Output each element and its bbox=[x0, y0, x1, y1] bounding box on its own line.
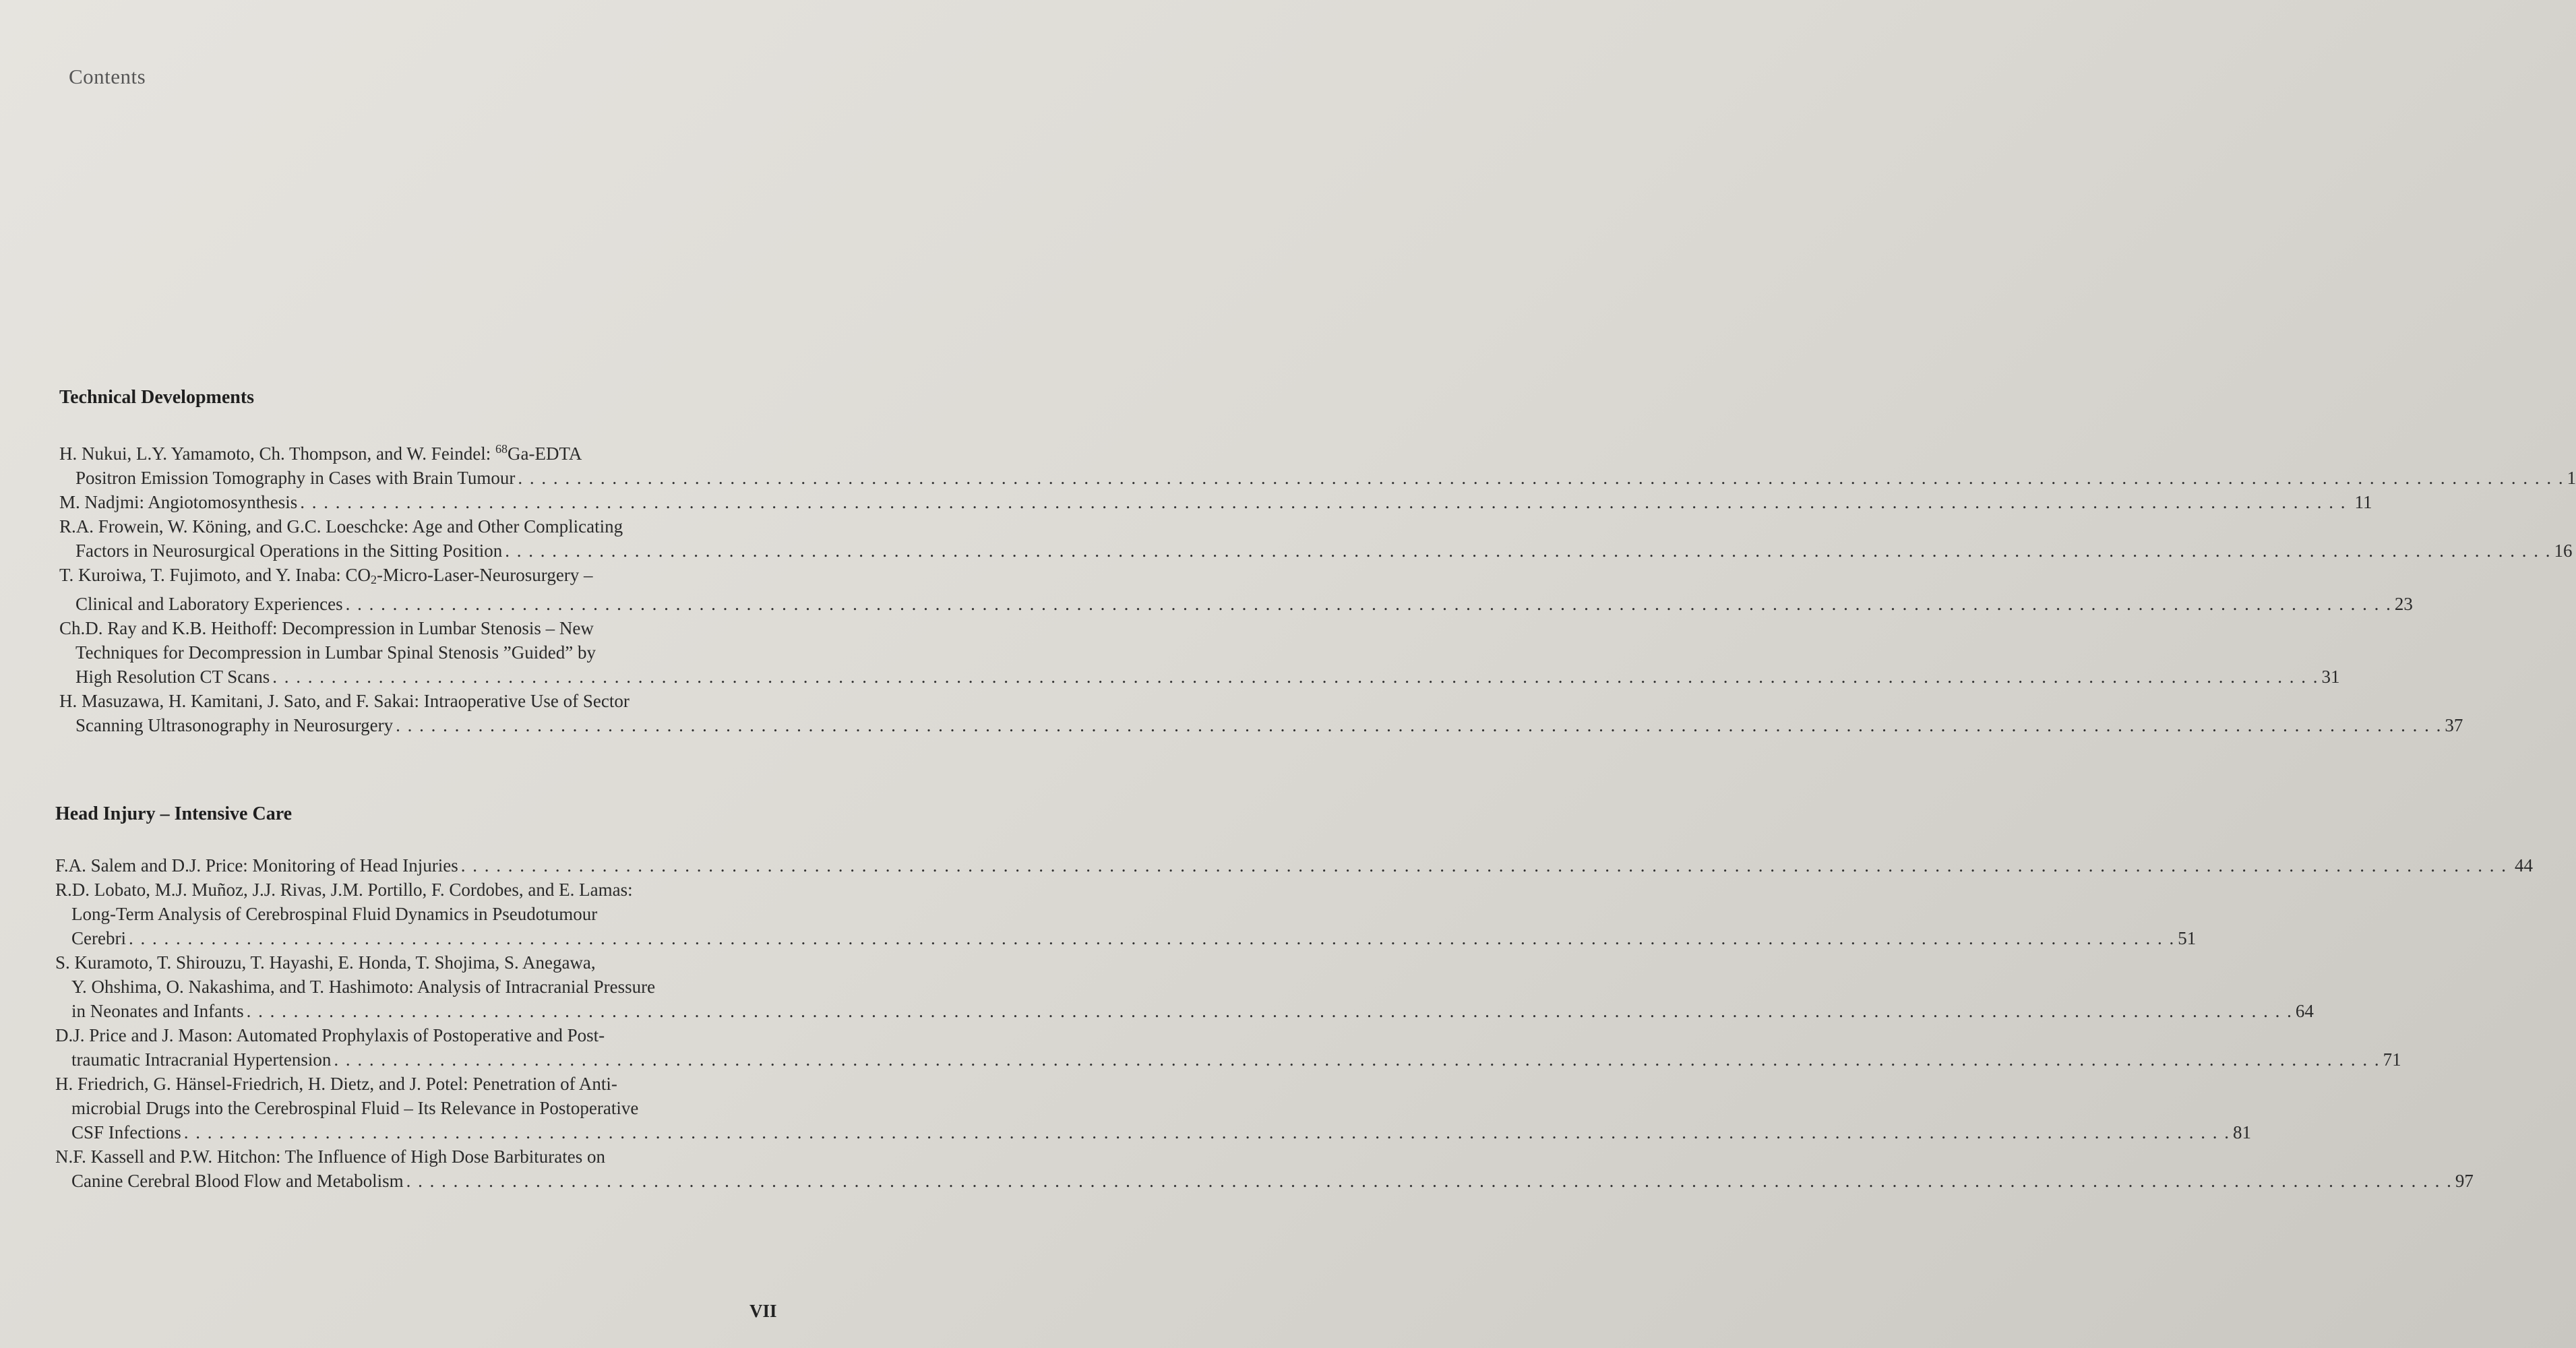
page-number: 71 bbox=[2383, 1049, 2401, 1070]
leader-dots bbox=[406, 1171, 2453, 1191]
leader-dots bbox=[518, 468, 2564, 488]
entry-last-line: F.A. Salem and D.J. Price: Monitoring of Head Injuries . . . 44 bbox=[55, 853, 817, 878]
entry-first-line: N.F. Kassell and P.W. Hitchon: The Influence of High Dose Barbiturates on bbox=[55, 1146, 605, 1167]
leader-dots bbox=[272, 667, 2319, 687]
toc-entry[interactable] bbox=[55, 878, 2197, 950]
entry-continuation-line: Techniques for Decompression in Lumbar Spinal Stenosis ”Guided” by bbox=[75, 642, 596, 663]
entry-last-line: CSF Infections . . . 81 bbox=[55, 1120, 817, 1144]
entry-first-line: R.A. Frowein, W. Köning, and G.C. Loeschcke: Age and Other Complicating bbox=[59, 516, 623, 537]
toc-entry[interactable] bbox=[59, 490, 2372, 514]
leader-dots bbox=[334, 1049, 2380, 1070]
toc-entry[interactable] bbox=[59, 514, 2573, 563]
entry-last-line: Canine Cerebral Blood Flow and Metabolism . . . 97 bbox=[55, 1169, 817, 1193]
leader-dots bbox=[184, 1122, 2230, 1142]
page-title: Contents bbox=[69, 65, 146, 88]
toc-entry[interactable] bbox=[55, 950, 2314, 1023]
page-number: 11 bbox=[2354, 492, 2372, 512]
entry-first-line: T. Kuroiwa, T. Fujimoto, and Y. Inaba: $CO_2-Micro-Laser$-Neurosurgery – bbox=[59, 565, 593, 586]
entry-first-line: H. Friedrich, G. Hänsel-Friedrich, H. Dietz, and J. Potel: Penetration of Anti- bbox=[55, 1074, 617, 1094]
section-heading: Head Injury – Intensive Care bbox=[55, 803, 293, 824]
entry-last-line: M. Nadjmi: Angiotomosynthesis . . . 11 bbox=[59, 490, 821, 514]
entry-first-line: H. Nukui, L.Y. Yamamoto, Ch. Thompson, and W. Feindel: $^{68}$Ga-EDTA bbox=[59, 442, 582, 464]
toc-entry[interactable] bbox=[55, 1072, 2252, 1144]
entry-last-line: in Neonates and Infants . . . 64 bbox=[55, 999, 817, 1023]
page-number: 81 bbox=[2233, 1122, 2252, 1142]
toc-entry[interactable] bbox=[55, 853, 2533, 878]
page-number: 97 bbox=[2455, 1171, 2474, 1191]
entry-continuation-line: microbial Drugs into the Cerebrospinal Fluid – Its Relevance in Postoperative bbox=[71, 1098, 639, 1118]
entry-continuation-line: Long-Term Analysis of Cerebrospinal Fluid Dynamics in Pseudotumour bbox=[71, 904, 598, 924]
leader-dots bbox=[247, 1001, 2293, 1021]
folio-page-number: VII bbox=[749, 1301, 777, 1321]
entry-first-line: R.D. Lobato, M.J. Muñoz, J.J. Rivas, J.M. Portillo, F. Cordobes, and E. Lamas: bbox=[55, 880, 633, 900]
entry-continuation-line: Y. Ohshima, O. Nakashima, and T. Hashimoto: Analysis of Intracranial Pressure bbox=[71, 977, 656, 997]
page-number: 44 bbox=[2515, 855, 2533, 876]
page-number: 51 bbox=[2178, 928, 2197, 948]
section-heading: Technical Developments bbox=[59, 387, 255, 408]
entry-last-line: Clinical and Laboratory Experiences . . . 23 bbox=[59, 592, 821, 616]
leader-dots bbox=[129, 928, 2175, 948]
entry-last-line: Cerebri . . . 51 bbox=[55, 926, 817, 950]
page-number: 31 bbox=[2321, 667, 2340, 687]
entry-first-line: Ch.D. Ray and K.B. Heithoff: Decompression in Lumbar Stenosis – New bbox=[59, 618, 594, 638]
toc-entry[interactable] bbox=[59, 616, 2340, 689]
toc-entry[interactable] bbox=[55, 1023, 2401, 1072]
leader-dots bbox=[396, 715, 2442, 735]
page-number: 64 bbox=[2295, 1001, 2314, 1021]
leader-dots bbox=[505, 541, 2551, 561]
entry-first-line: D.J. Price and J. Mason: Automated Prophylaxis of Postoperative and Post- bbox=[55, 1025, 605, 1045]
toc-entry[interactable] bbox=[59, 689, 2463, 737]
entry-last-line: traumatic Intracranial Hypertension . . . 71 bbox=[55, 1047, 817, 1072]
page-number: 37 bbox=[2445, 715, 2463, 735]
page-number: 1 bbox=[2567, 468, 2576, 488]
entry-last-line: Scanning Ultrasonography in Neurosurgery . . . 37 bbox=[59, 713, 821, 737]
entry-last-line: Factors in Neurosurgical Operations in the Sitting Position . . . 16 bbox=[59, 539, 821, 563]
toc-section-technical-developments bbox=[59, 387, 2576, 737]
page-number: 16 bbox=[2554, 541, 2573, 561]
entry-last-line: Positron Emission Tomography in Cases with Brain Tumour . . . 1 bbox=[59, 466, 821, 490]
toc-entry[interactable] bbox=[59, 437, 2576, 490]
entry-last-line: High Resolution CT Scans . . . 31 bbox=[59, 665, 821, 689]
toc-entry[interactable] bbox=[59, 563, 2413, 616]
page-number: 23 bbox=[2394, 594, 2413, 614]
toc-entry[interactable] bbox=[55, 1144, 2474, 1193]
leader-dots bbox=[346, 594, 2392, 614]
entry-first-line: H. Masuzawa, H. Kamitani, J. Sato, and F. Sakai: Intraoperative Use of Sector bbox=[59, 691, 630, 711]
toc-section-head-injury bbox=[55, 803, 2533, 1193]
leader-dots bbox=[461, 853, 2507, 878]
entry-first-line: S. Kuramoto, T. Shirouzu, T. Hayashi, E. Honda, T. Shojima, S. Anegawa, bbox=[55, 952, 596, 973]
leader-dots bbox=[300, 490, 2346, 514]
